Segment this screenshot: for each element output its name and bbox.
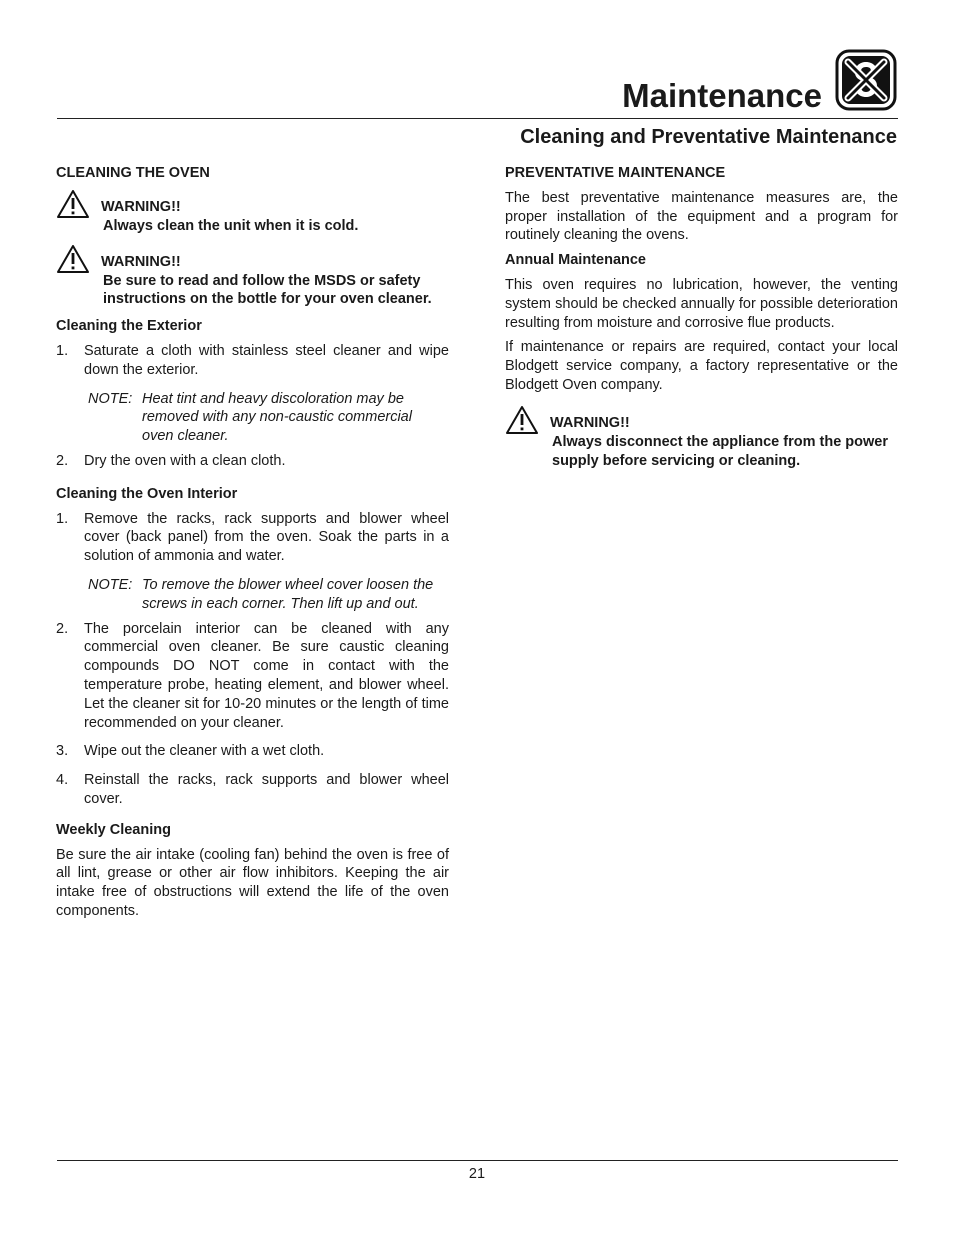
left-column — [56, 164, 449, 927]
list-item — [56, 510, 449, 566]
section-title: Cleaning and Preventative Maintenance — [520, 126, 897, 148]
list-item — [56, 742, 449, 761]
warning-label: WARNING!! — [550, 414, 630, 431]
item-number: 2. — [56, 620, 69, 637]
item-text: Dry the oven with a clean cloth. — [84, 452, 286, 469]
annual-heading: Annual Maintenance — [505, 252, 646, 269]
item-text: Wipe out the cleaner with a wet cloth. — [84, 743, 325, 760]
cleaning-oven-heading: CLEANING THE OVEN — [56, 165, 210, 181]
warning-block — [56, 189, 449, 217]
interior-heading: Cleaning the Oven Interior — [56, 485, 238, 502]
list-item — [56, 620, 449, 733]
list-item — [56, 342, 449, 380]
exterior-heading: Cleaning the Exterior — [56, 318, 202, 335]
warning-label: WARNING!! — [101, 253, 181, 270]
item-number: 1. — [56, 342, 69, 359]
annual-paragraph: If maintenance or repairs are required, contact your local Blodgett service company, a factory representative or the Blodgett Oven company. — [505, 339, 898, 393]
warning-triangle-icon — [505, 405, 539, 435]
item-text: Reinstall the racks, rack supports and blower wheel cover. — [84, 772, 449, 807]
right-column — [505, 164, 898, 478]
list-item — [56, 452, 449, 471]
item-number: 3. — [56, 743, 69, 760]
note-label: NOTE: — [88, 390, 133, 407]
item-text: Remove the racks, rack supports and blower wheel cover (back panel) from the oven. Soak the parts in a solution of ammonia and water. — [84, 510, 449, 565]
no-tools-icon — [835, 49, 897, 111]
note — [88, 390, 438, 446]
warning-block — [56, 244, 449, 272]
weekly-text: Be sure the air intake (cooling fan) behind the oven is free of all lint, grease or other air flow inhibitors. Keeping the air intake free of obstructions will extend the life of the oven components. — [56, 846, 449, 919]
page-number: 21 — [468, 1166, 486, 1182]
page-title: Maintenance — [622, 77, 822, 114]
preventative-heading: PREVENTATIVE MAINTENANCE — [505, 165, 726, 181]
item-text: Saturate a cloth with stainless steel cleaner and wipe down the exterior. — [84, 342, 449, 378]
warning-text: Be sure to read and follow the MSDS or safety instructions on the bottle for your oven cleaner. — [103, 272, 432, 308]
warning-triangle-icon — [56, 244, 90, 274]
item-text: The porcelain interior can be cleaned with any commercial oven cleaner. Be sure caustic cleaning compounds DO NOT come in contact with the temperature probe, heating element, and blower wheel. Let the cleaner sit for 10-20 minutes or the length of time recommended on your cleaner. — [84, 620, 449, 731]
warning-text: Always clean the unit when it is cold. — [103, 217, 359, 234]
note-text: To remove the blower wheel cover loosen the screws in each corner. Then lift up and out. — [142, 576, 434, 612]
warning-triangle-icon — [56, 189, 90, 219]
note-label: NOTE: — [88, 576, 133, 593]
weekly-heading: Weekly Cleaning — [56, 821, 171, 838]
list-item — [56, 771, 449, 809]
annual-paragraph: This oven requires no lubrication, however, the venting system should be checked annually for possible deterioration resulting from moisture and corrosive flue products. — [505, 276, 898, 331]
warning-text: Always disconnect the appliance from the power supply before servicing or cleaning. — [552, 433, 888, 469]
note — [88, 576, 438, 614]
warning-label: WARNING!! — [101, 198, 181, 215]
note-text: Heat tint and heavy discoloration may be removed with any non-caustic commercial oven cleaner. — [142, 390, 412, 445]
preventative-intro: The best preventative maintenance measures are, the proper installation of the equipment and a program for routinely cleaning the ovens. — [505, 189, 898, 244]
item-number: 4. — [56, 772, 69, 789]
header-rule — [57, 118, 898, 119]
footer-rule — [57, 1160, 898, 1161]
warning-block — [505, 405, 898, 433]
item-number: 1. — [56, 510, 69, 527]
item-number: 2. — [56, 452, 69, 469]
